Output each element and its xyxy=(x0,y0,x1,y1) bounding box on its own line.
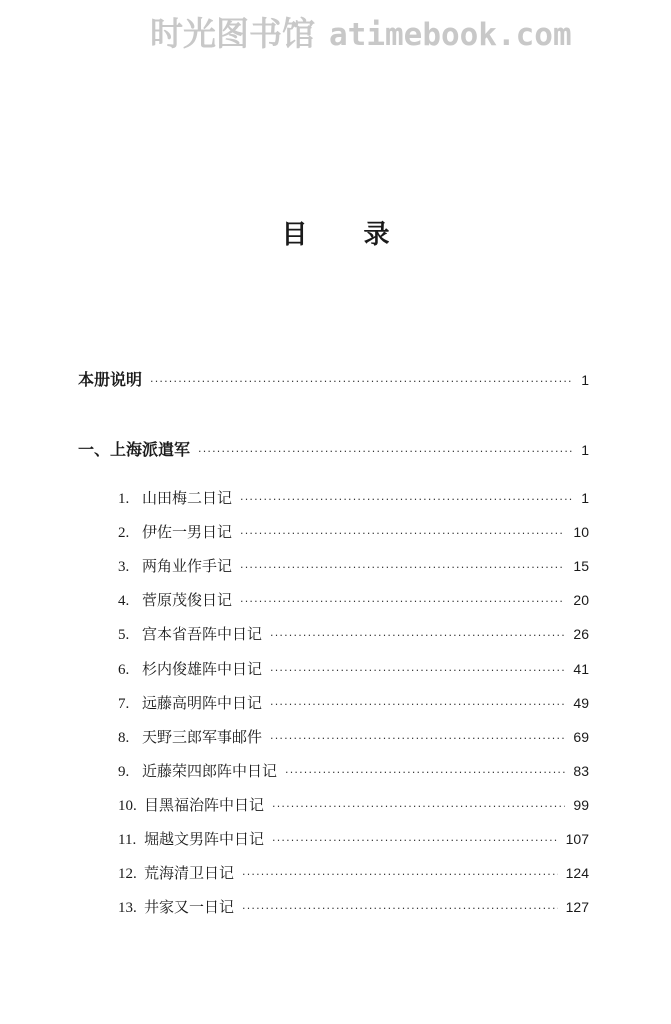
page-title: 目录 xyxy=(281,220,446,250)
dot-leader xyxy=(240,591,565,613)
toc-item-page: 99 xyxy=(573,796,589,813)
toc-item[interactable] xyxy=(118,692,589,714)
toc-item[interactable] xyxy=(118,623,589,645)
toc-item-label: 两角业作手记 xyxy=(142,557,233,576)
toc-item-number: 10. xyxy=(118,797,137,814)
toc-item[interactable] xyxy=(118,726,589,748)
toc-item-label: 杉内俊雄阵中日记 xyxy=(142,659,263,678)
toc-item-number: 5. xyxy=(118,627,130,644)
toc-item-page: 20 xyxy=(573,592,589,609)
toc-item-number: 13. xyxy=(118,900,137,917)
dot-leader xyxy=(240,489,573,511)
toc-item-number: 6. xyxy=(118,661,130,678)
toc-item-page: 127 xyxy=(565,899,589,916)
dot-leader xyxy=(150,371,573,393)
toc-item-page: 1 xyxy=(581,490,589,506)
toc-entry-page: 1 xyxy=(581,372,589,388)
toc-item-number: 9. xyxy=(118,763,130,780)
toc-item-number: 4. xyxy=(118,593,130,610)
toc-item-label: 远藤高明阵中日记 xyxy=(142,693,263,712)
toc-item-number: 8. xyxy=(118,729,130,746)
toc-item-page: 69 xyxy=(573,728,589,745)
toc-item-label: 近藤荣四郎阵中日记 xyxy=(142,761,278,780)
toc-item-page: 10 xyxy=(573,524,589,541)
dot-leader xyxy=(272,830,558,852)
toc-item[interactable] xyxy=(118,589,589,611)
dot-leader xyxy=(285,762,565,784)
toc-item[interactable] xyxy=(118,760,589,782)
toc-item-label: 菅原茂俊日记 xyxy=(142,591,233,610)
toc-item-label: 伊佐一男日记 xyxy=(142,523,233,542)
toc-item-number: 1. xyxy=(118,491,130,507)
toc-item[interactable] xyxy=(118,862,589,884)
toc-item-label: 井家又一日记 xyxy=(144,898,235,917)
toc-entry-label: 一、上海派遣军 xyxy=(78,440,191,459)
toc-item-page: 107 xyxy=(565,831,589,847)
dot-leader xyxy=(240,523,565,545)
toc-item-page: 124 xyxy=(565,865,589,882)
toc-item[interactable] xyxy=(118,794,589,816)
toc-item[interactable] xyxy=(118,896,589,918)
dot-leader xyxy=(242,898,558,920)
dot-leader xyxy=(240,557,565,579)
toc-item-label: 宫本省吾阵中日记 xyxy=(142,625,263,644)
toc-item-page: 15 xyxy=(573,558,589,575)
toc-entry-page: 1 xyxy=(581,442,589,458)
dot-leader xyxy=(272,796,565,818)
toc-item[interactable] xyxy=(118,555,589,577)
toc-item[interactable] xyxy=(118,828,589,850)
dot-leader xyxy=(270,660,565,682)
toc-item-label: 天野三郎军事邮件 xyxy=(142,727,263,746)
toc-entry[interactable] xyxy=(78,439,589,461)
toc-item-page: 41 xyxy=(573,660,589,677)
toc-item-label: 山田梅二日记 xyxy=(142,489,233,507)
toc-item-number: 7. xyxy=(118,695,130,712)
toc-item-number: 12. xyxy=(118,866,137,883)
toc-item-number: 3. xyxy=(118,559,130,576)
dot-leader xyxy=(270,728,565,750)
watermark-url: atimebook.com xyxy=(329,17,572,53)
toc-item[interactable] xyxy=(118,521,589,543)
dot-leader xyxy=(242,864,558,886)
toc-item-label: 目黑福治阵中日记 xyxy=(144,795,265,814)
dot-leader xyxy=(270,625,565,647)
dot-leader xyxy=(270,694,565,716)
toc-item-label: 堀越文男阵中日记 xyxy=(144,830,265,848)
dot-leader xyxy=(198,441,573,463)
toc-item-page: 49 xyxy=(573,694,589,711)
watermark xyxy=(150,8,665,55)
toc-item-page: 83 xyxy=(573,762,589,779)
toc-item-page: 26 xyxy=(573,626,589,643)
toc-item-label: 荒海清卫日记 xyxy=(144,864,235,883)
toc-item-number: 11. xyxy=(118,832,137,848)
toc-item[interactable] xyxy=(118,658,589,680)
watermark-text: 时光图书馆 xyxy=(150,14,315,53)
toc-entry-label: 本册说明 xyxy=(78,370,143,389)
toc-item-number: 2. xyxy=(118,525,130,542)
toc-entry[interactable] xyxy=(78,369,589,391)
toc-item[interactable] xyxy=(118,487,589,509)
